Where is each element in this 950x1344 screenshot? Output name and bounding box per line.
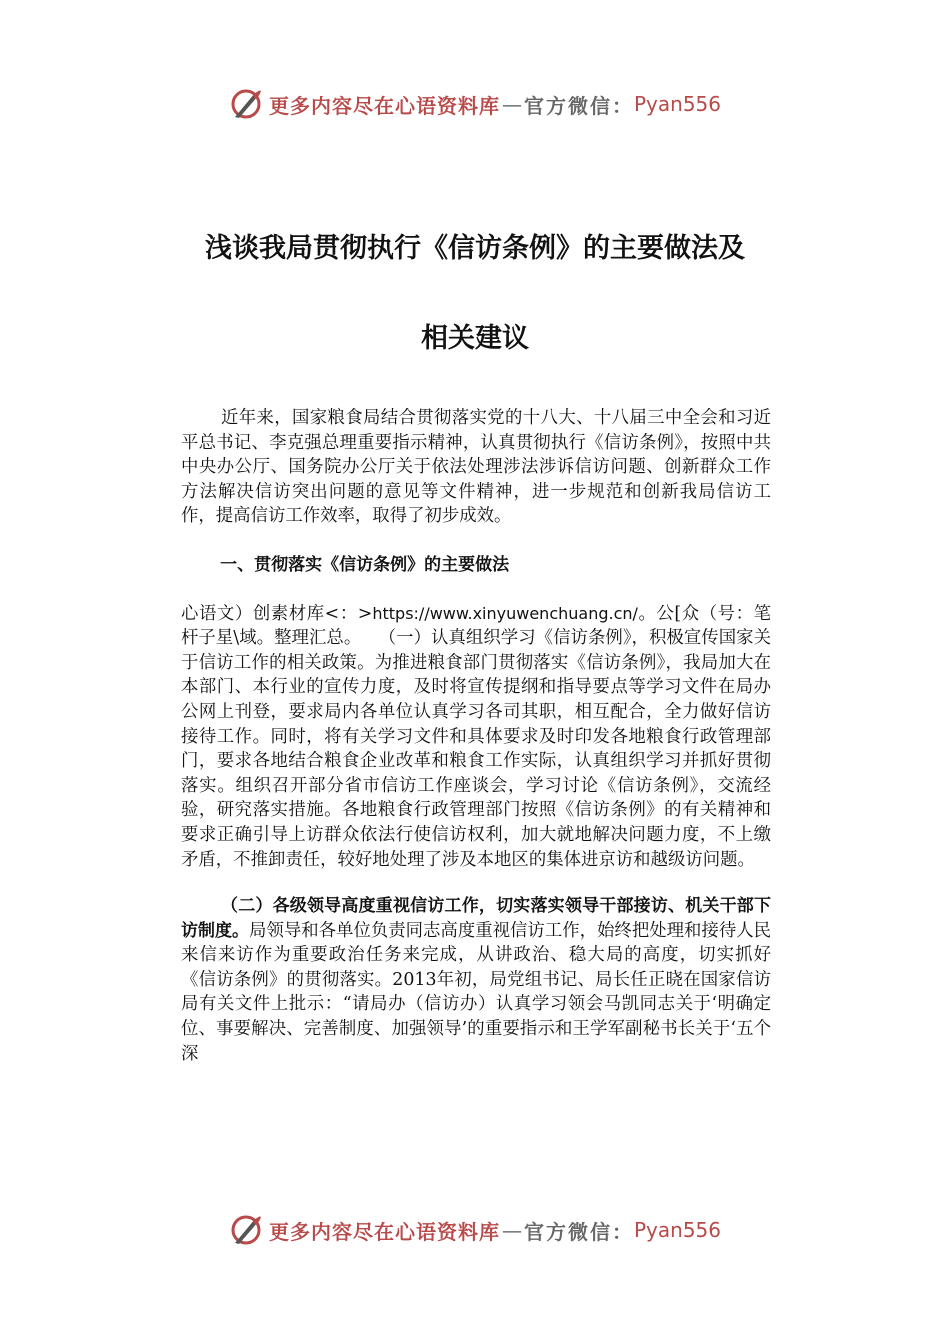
paragraph-1-text: 。公[众（号：笔杆子星\域。整理汇总。 （一）认真组织学习《信访条例》，积极宣传国家关于信访工作的相关政策。为推进粮食部门贯彻落实《信访条例》，我局加大在本部门、本行业的宣传力度，及时将宣传提纲和指导要点等学习文件在局办公网上刊登，要求局内各单位认真学习各司其职，相互配合，全力做好信访接待工作。同时，将有关学习文件和具体要求及时印发各地粮食行政管理部门，要求各地结合粮食企业改革和粮食工作实际，认真组织学习并抓好贯彻落实。组织召开部分省市信访工作座谈会，学习讨论《信访条例》，交流经验，研究落实措施。各地粮食行政管理部门按照《信访条例》的有关精神和要求正确引导上访群众依法行使信访权利，加大就地解决问题力度，不上缴矛盾，不推卸责任，较好地处理了涉及本地区的集体进京访和越级访问题。: [181, 603, 771, 870]
banner-wechat-id: Pyan556: [633, 1218, 721, 1242]
quill-circle-logo-icon: [229, 1213, 263, 1247]
paragraph-1-prefix: 心语文）创素材库<：>: [181, 603, 373, 624]
source-url-link[interactable]: https://www.xinyuwenchuang.cn/: [372, 603, 638, 623]
banner-separator: —: [501, 1218, 522, 1242]
document-title-line2: 相关建议: [421, 323, 529, 354]
paragraph-2-text: 局领导和各单位负责同志高度重视信访工作，始终把处理和接待人民来信来访作为重要政治任务来完成，从讲政治、稳大局的高度，切实抓好《信访条例》的贯彻落实。2013年初，局党组书记、局长任正晓在国家信访局有关文件上批示：“请局办（信访办）认真学习领会马凯同志关于‘明确定位、事要解决、完善制度、加强领导’的重要指示和王学军副秘书长关于‘五个深: [181, 920, 772, 1064]
paragraph-2: [181, 894, 771, 1066]
document-body: [181, 406, 771, 1066]
document-title-line1: 浅谈我局贯彻执行《信访条例》的主要做法及: [205, 233, 745, 264]
banner-wechat-label: 官方微信：: [523, 93, 634, 118]
banner-separator: —: [501, 92, 522, 116]
banner-wechat-id: Pyan556: [633, 92, 721, 116]
header-watermark-banner: [0, 84, 950, 124]
section-heading-1: 一、贯彻落实《信访条例》的主要做法: [220, 554, 510, 575]
banner-wechat-label: 官方微信：: [523, 1219, 634, 1244]
paragraph-2-lead: （二）各级领导高度重视信访工作，切实落实领导干部接访、机关干部下访制度。: [181, 896, 771, 941]
intro-paragraph: 近年来，国家粮食局结合贯彻落实党的十八大、十八届三中全会和习近平总书记、李克强总理重要指示精神，认真贯彻执行《信访条例》，按照中共中央办公厅、国务院办公厅关于依法处理涉法涉诉信访问题、创新群众工作方法解决信访突出问题的意见等文件精神，进一步规范和创新我局信访工作，提高信访工作效率，取得了初步成效。: [181, 408, 771, 527]
footer-watermark-banner: [0, 1210, 950, 1250]
banner-text: 更多内容尽在心语资料库: [268, 1219, 500, 1244]
quill-circle-logo-icon: [229, 87, 263, 121]
banner-text: 更多内容尽在心语资料库: [268, 93, 500, 118]
paragraph-1: [181, 602, 771, 873]
